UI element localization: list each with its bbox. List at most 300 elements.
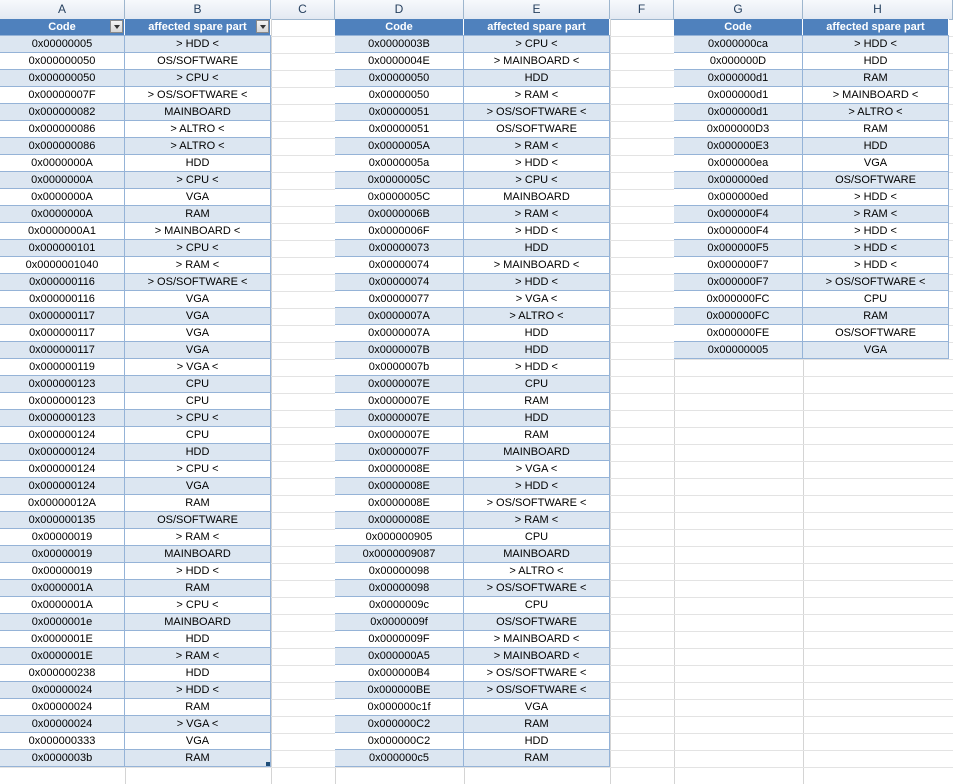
cell-spare-part[interactable]: RAM [125, 750, 271, 766]
column-header-e[interactable]: E [464, 0, 610, 19]
cell-spare-part[interactable]: > CPU < [125, 172, 271, 188]
cell-code[interactable]: 0x0000007b [335, 359, 464, 375]
cell-code[interactable]: 0x000000123 [0, 376, 125, 392]
cell-spare-part[interactable]: CPU [125, 376, 271, 392]
cell-spare-part[interactable]: CPU [464, 597, 610, 613]
table-row [674, 155, 949, 172]
table-row [335, 121, 610, 138]
cell-code[interactable]: 0x000000ed [674, 189, 803, 205]
cell-spare-part[interactable]: HDD [464, 342, 610, 358]
cell-code[interactable]: 0x0000005A [335, 138, 464, 154]
header-label: Code [724, 21, 752, 33]
table-row [335, 87, 610, 104]
cell-spare-part[interactable]: HDD [125, 444, 271, 460]
cell-spare-part[interactable]: > OS/SOFTWARE < [125, 274, 271, 290]
column-header-b[interactable]: B [125, 0, 271, 19]
cell-spare-part[interactable]: CPU [125, 393, 271, 409]
cell-code[interactable]: 0x000000E3 [674, 138, 803, 154]
table-row [0, 478, 271, 495]
cell-code[interactable]: 0x0000001e [0, 614, 125, 630]
table-row [674, 87, 949, 104]
cell-spare-part[interactable]: HDD [125, 665, 271, 681]
table-row [335, 461, 610, 478]
cell-spare-part[interactable]: VGA [125, 342, 271, 358]
cell-spare-part[interactable]: > MAINBOARD < [464, 53, 610, 69]
cell-code[interactable]: 0x0000005a [335, 155, 464, 171]
header-code[interactable] [0, 19, 125, 35]
cell-spare-part[interactable]: CPU [464, 376, 610, 392]
cell-spare-part[interactable]: RAM [464, 393, 610, 409]
cell-code[interactable]: 0x000000116 [0, 274, 125, 290]
table-1 [0, 19, 271, 767]
table-row [0, 733, 271, 750]
header-affected-spare-part[interactable] [803, 19, 949, 35]
cell-code[interactable]: 0x0000007E [335, 376, 464, 392]
cell-code[interactable]: 0x00000051 [335, 104, 464, 120]
cell-spare-part[interactable]: MAINBOARD [125, 546, 271, 562]
cell-spare-part[interactable]: > OS/SOFTWARE < [464, 104, 610, 120]
cell-spare-part[interactable]: HDD [464, 240, 610, 256]
cell-code[interactable]: 0x000000c5 [335, 750, 464, 766]
cell-code[interactable]: 0x000000F7 [674, 274, 803, 290]
cell-code[interactable]: 0x0000007F [335, 444, 464, 460]
table-row [335, 223, 610, 240]
table-row [674, 291, 949, 308]
table-row [335, 427, 610, 444]
header-code[interactable] [335, 19, 464, 35]
cell-code[interactable]: 0x0000008E [335, 512, 464, 528]
cell-code[interactable]: 0x0000009087 [335, 546, 464, 562]
table-row [0, 342, 271, 359]
table-row [674, 308, 949, 325]
table-row [0, 359, 271, 376]
cell-spare-part[interactable]: > OS/SOFTWARE < [464, 495, 610, 511]
cell-code[interactable]: 0x0000007A [335, 325, 464, 341]
table-row [335, 393, 610, 410]
cell-code[interactable]: 0x000000086 [0, 138, 125, 154]
cell-code[interactable]: 0x000000FC [674, 308, 803, 324]
cell-spare-part[interactable]: > VGA < [125, 716, 271, 732]
table-row [335, 257, 610, 274]
fill-handle[interactable] [266, 762, 270, 766]
cell-code[interactable]: 0x0000007E [335, 427, 464, 443]
cell-code[interactable]: 0x000000124 [0, 444, 125, 460]
cell-code[interactable]: 0x000000F4 [674, 206, 803, 222]
cell-code[interactable]: 0x0000000A1 [0, 223, 125, 239]
cell-spare-part[interactable]: RAM [125, 699, 271, 715]
table-row [0, 87, 271, 104]
cell-code[interactable]: 0x000000ca [674, 36, 803, 52]
cell-code[interactable]: 0x000000905 [335, 529, 464, 545]
cell-code[interactable]: 0x000000101 [0, 240, 125, 256]
table-row [335, 376, 610, 393]
cell-spare-part[interactable]: > VGA < [464, 461, 610, 477]
cell-spare-part[interactable]: > RAM < [464, 512, 610, 528]
cell-code[interactable]: 0x0000009f [335, 614, 464, 630]
cell-code[interactable]: 0x0000001040 [0, 257, 125, 273]
cell-spare-part[interactable]: > HDD < [803, 36, 949, 52]
table-2 [335, 19, 610, 767]
cell-spare-part[interactable]: CPU [464, 529, 610, 545]
cell-spare-part[interactable]: > ALTRO < [464, 563, 610, 579]
cell-code[interactable]: 0x000000F4 [674, 223, 803, 239]
cell-code[interactable]: 0x000000086 [0, 121, 125, 137]
cell-spare-part[interactable]: > MAINBOARD < [464, 648, 610, 664]
cell-spare-part[interactable]: > HDD < [125, 682, 271, 698]
table-row [335, 206, 610, 223]
table-row [0, 53, 271, 70]
cell-spare-part[interactable]: RAM [125, 206, 271, 222]
cell-spare-part[interactable]: RAM [464, 716, 610, 732]
table-row [674, 172, 949, 189]
table-row [0, 665, 271, 682]
cell-code[interactable]: 0x000000123 [0, 393, 125, 409]
cell-spare-part[interactable]: > VGA < [464, 291, 610, 307]
cell-spare-part[interactable]: VGA [464, 699, 610, 715]
table-row [335, 36, 610, 53]
cell-code[interactable]: 0x0000008E [335, 478, 464, 494]
table-row [335, 410, 610, 427]
cell-code[interactable]: 0x000000C2 [335, 733, 464, 749]
cell-code[interactable]: 0x000000A5 [335, 648, 464, 664]
cell-spare-part[interactable]: MAINBOARD [464, 189, 610, 205]
cell-spare-part[interactable]: > HDD < [803, 240, 949, 256]
table-row [0, 427, 271, 444]
cell-code[interactable]: 0x000000C2 [335, 716, 464, 732]
cell-code[interactable]: 0x000000FC [674, 291, 803, 307]
cell-spare-part[interactable]: > OS/SOFTWARE < [803, 274, 949, 290]
cell-spare-part[interactable]: > HDD < [803, 257, 949, 273]
table-row [0, 699, 271, 716]
cell-code[interactable]: 0x000000119 [0, 359, 125, 375]
table-row [0, 631, 271, 648]
column-header-f[interactable]: F [610, 0, 674, 19]
cell-code[interactable]: 0x000000082 [0, 104, 125, 120]
cell-code[interactable]: 0x0000001A [0, 580, 125, 596]
cell-spare-part[interactable]: > ALTRO < [464, 308, 610, 324]
column-header-d[interactable]: D [335, 0, 464, 19]
cell-code[interactable]: 0x00000007F [0, 87, 125, 103]
cell-spare-part[interactable]: > HDD < [464, 274, 610, 290]
filter-dropdown-icon[interactable] [110, 20, 123, 33]
cell-code[interactable]: 0x000000d1 [674, 104, 803, 120]
cell-code[interactable]: 0x0000003B [335, 36, 464, 52]
cell-spare-part[interactable]: > MAINBOARD < [464, 257, 610, 273]
table-row [674, 240, 949, 257]
cell-code[interactable]: 0x0000006F [335, 223, 464, 239]
cell-code[interactable]: 0x000000BE [335, 682, 464, 698]
cell-spare-part[interactable]: HDD [125, 155, 271, 171]
cell-spare-part[interactable]: > HDD < [464, 478, 610, 494]
cell-code[interactable]: 0x000000135 [0, 512, 125, 528]
header-affected-spare-part[interactable] [464, 19, 610, 35]
cell-spare-part[interactable]: > OS/SOFTWARE < [464, 580, 610, 596]
table-row [335, 359, 610, 376]
cell-code[interactable]: 0x000000238 [0, 665, 125, 681]
column-header-g[interactable]: G [674, 0, 803, 19]
table-row [674, 138, 949, 155]
table-row [0, 325, 271, 342]
cell-code[interactable]: 0x000000124 [0, 478, 125, 494]
table-row [335, 750, 610, 767]
cell-spare-part[interactable]: MAINBOARD [125, 104, 271, 120]
cell-spare-part[interactable]: > HDD < [464, 359, 610, 375]
cell-spare-part[interactable]: > CPU < [125, 461, 271, 477]
cell-code[interactable]: 0x0000005C [335, 189, 464, 205]
cell-code[interactable]: 0x00000024 [0, 682, 125, 698]
cell-code[interactable]: 0x000000117 [0, 342, 125, 358]
cell-code[interactable]: 0x00000074 [335, 257, 464, 273]
header-label: affected spare part [148, 21, 247, 33]
cell-code[interactable]: 0x00000074 [335, 274, 464, 290]
column-header-c[interactable]: C [271, 0, 335, 19]
cell-code[interactable]: 0x000000117 [0, 308, 125, 324]
cell-code[interactable]: 0x0000007E [335, 393, 464, 409]
cell-code[interactable]: 0x0000008E [335, 495, 464, 511]
cell-spare-part[interactable]: OS/SOFTWARE [803, 325, 949, 341]
cell-spare-part[interactable]: > RAM < [464, 138, 610, 154]
cell-code[interactable]: 0x0000006B [335, 206, 464, 222]
cell-code[interactable]: 0x00000050 [335, 87, 464, 103]
table-row [0, 614, 271, 631]
cell-spare-part[interactable]: > HDD < [125, 36, 271, 52]
cell-code[interactable]: 0x00000024 [0, 716, 125, 732]
cell-spare-part[interactable]: > CPU < [125, 70, 271, 86]
cell-spare-part[interactable]: OS/SOFTWARE [125, 53, 271, 69]
cell-code[interactable]: 0x0000009c [335, 597, 464, 613]
cell-spare-part[interactable]: HDD [464, 733, 610, 749]
cell-code[interactable]: 0x0000008E [335, 461, 464, 477]
cell-spare-part[interactable]: MAINBOARD [464, 546, 610, 562]
cell-spare-part[interactable]: HDD [464, 325, 610, 341]
column-header-h[interactable]: H [803, 0, 953, 19]
cell-spare-part[interactable]: RAM [464, 750, 610, 766]
table-row [335, 631, 610, 648]
table-row [335, 274, 610, 291]
filter-dropdown-icon[interactable] [256, 20, 269, 33]
cell-code[interactable]: 0x0000007E [335, 410, 464, 426]
cell-code[interactable]: 0x0000001E [0, 648, 125, 664]
cell-spare-part[interactable]: > MAINBOARD < [803, 87, 949, 103]
table-row [335, 682, 610, 699]
table-row [0, 206, 271, 223]
cell-code[interactable]: 0x00000005 [674, 342, 803, 358]
table-row [674, 257, 949, 274]
table-row [0, 308, 271, 325]
cell-code[interactable]: 0x000000333 [0, 733, 125, 749]
cell-code[interactable]: 0x000000ea [674, 155, 803, 171]
cell-code[interactable]: 0x000000123 [0, 410, 125, 426]
cell-spare-part[interactable]: VGA [125, 733, 271, 749]
gridline-vertical [610, 19, 611, 784]
cell-spare-part[interactable]: RAM [803, 70, 949, 86]
cell-spare-part[interactable]: HDD [803, 53, 949, 69]
cell-spare-part[interactable]: > RAM < [464, 206, 610, 222]
cell-code[interactable]: 0x00000051 [335, 121, 464, 137]
table-row [674, 189, 949, 206]
table-row [0, 172, 271, 189]
table-row [0, 461, 271, 478]
cell-code[interactable]: 0x000000050 [0, 53, 125, 69]
cell-spare-part[interactable]: VGA [125, 291, 271, 307]
cell-spare-part[interactable]: HDD [125, 631, 271, 647]
cell-code[interactable]: 0x000000d1 [674, 70, 803, 86]
table-row [674, 70, 949, 87]
cell-code[interactable]: 0x00000098 [335, 580, 464, 596]
cell-spare-part[interactable]: VGA [125, 308, 271, 324]
cell-code[interactable]: 0x00000073 [335, 240, 464, 256]
cell-code[interactable]: 0x000000d1 [674, 87, 803, 103]
cell-code[interactable]: 0x0000000A [0, 189, 125, 205]
cell-code[interactable]: 0x0000009F [335, 631, 464, 647]
table-row [335, 342, 610, 359]
table-row [674, 342, 949, 359]
cell-spare-part[interactable]: > MAINBOARD < [464, 631, 610, 647]
cell-code[interactable]: 0x0000000A [0, 172, 125, 188]
header-code[interactable] [674, 19, 803, 35]
cell-spare-part[interactable]: RAM [464, 427, 610, 443]
cell-code[interactable]: 0x000000116 [0, 291, 125, 307]
cell-spare-part[interactable]: > RAM < [803, 206, 949, 222]
table-row [335, 478, 610, 495]
cell-code[interactable]: 0x0000007A [335, 308, 464, 324]
cell-spare-part[interactable]: > HDD < [125, 563, 271, 579]
cell-spare-part[interactable]: MAINBOARD [125, 614, 271, 630]
table-row [335, 155, 610, 172]
cell-spare-part[interactable]: HDD [464, 410, 610, 426]
cell-spare-part[interactable]: > HDD < [803, 223, 949, 239]
cell-spare-part[interactable]: VGA [803, 155, 949, 171]
table-row [674, 53, 949, 70]
table-row [335, 104, 610, 121]
cell-code[interactable]: 0x000000117 [0, 325, 125, 341]
cell-code[interactable]: 0x00000098 [335, 563, 464, 579]
cell-spare-part[interactable]: > HDD < [464, 155, 610, 171]
cell-spare-part[interactable]: VGA [125, 478, 271, 494]
table-row [674, 325, 949, 342]
cell-spare-part[interactable]: > OS/SOFTWARE < [464, 665, 610, 681]
cell-spare-part[interactable]: > RAM < [464, 87, 610, 103]
cell-code[interactable]: 0x00000005 [0, 36, 125, 52]
cell-spare-part[interactable]: > ALTRO < [803, 104, 949, 120]
cell-spare-part[interactable]: RAM [125, 580, 271, 596]
cell-spare-part[interactable]: > HDD < [803, 189, 949, 205]
cell-spare-part[interactable]: CPU [125, 427, 271, 443]
cell-spare-part[interactable]: VGA [803, 342, 949, 358]
cell-code[interactable]: 0x00000019 [0, 546, 125, 562]
table-header-row [0, 19, 271, 36]
table-row [0, 376, 271, 393]
cell-spare-part[interactable]: > OS/SOFTWARE < [464, 682, 610, 698]
header-label: Code [385, 21, 413, 33]
cell-code[interactable]: 0x000000124 [0, 427, 125, 443]
cell-code[interactable]: 0x00000024 [0, 699, 125, 715]
cell-code[interactable]: 0x000000124 [0, 461, 125, 477]
cell-spare-part[interactable]: VGA [125, 189, 271, 205]
table-row [335, 733, 610, 750]
cell-code[interactable]: 0x00000012A [0, 495, 125, 511]
cell-code[interactable]: 0x0000001A [0, 597, 125, 613]
table-row [335, 138, 610, 155]
cell-spare-part[interactable]: OS/SOFTWARE [803, 172, 949, 188]
cell-spare-part[interactable]: > VGA < [125, 359, 271, 375]
table-row [335, 325, 610, 342]
cell-code[interactable]: 0x000000F5 [674, 240, 803, 256]
table-row [0, 580, 271, 597]
table-row [0, 750, 271, 767]
cell-code[interactable]: 0x000000050 [0, 70, 125, 86]
cell-spare-part[interactable]: > MAINBOARD < [125, 223, 271, 239]
table-row [0, 529, 271, 546]
table-row [335, 512, 610, 529]
cell-spare-part[interactable]: > CPU < [125, 597, 271, 613]
cell-code[interactable]: 0x000000ed [674, 172, 803, 188]
cell-code[interactable]: 0x0000005C [335, 172, 464, 188]
cell-code[interactable]: 0x000000B4 [335, 665, 464, 681]
table-header-row [335, 19, 610, 36]
cell-spare-part[interactable]: > RAM < [125, 257, 271, 273]
cell-code[interactable]: 0x000000c1f [335, 699, 464, 715]
cell-spare-part[interactable]: RAM [125, 495, 271, 511]
column-header-a[interactable]: A [0, 0, 125, 19]
cell-spare-part[interactable]: > CPU < [464, 36, 610, 52]
cell-spare-part[interactable]: HDD [803, 138, 949, 154]
table-row [335, 699, 610, 716]
cell-spare-part[interactable]: RAM [803, 308, 949, 324]
cell-spare-part[interactable]: MAINBOARD [464, 444, 610, 460]
table-row [0, 104, 271, 121]
cell-spare-part[interactable]: > HDD < [464, 223, 610, 239]
table-row [335, 614, 610, 631]
cell-code[interactable]: 0x00000077 [335, 291, 464, 307]
cell-code[interactable]: 0x00000050 [335, 70, 464, 86]
cell-spare-part[interactable]: OS/SOFTWARE [125, 512, 271, 528]
table-row [0, 512, 271, 529]
cell-code[interactable]: 0x00000019 [0, 563, 125, 579]
cell-spare-part[interactable]: RAM [803, 121, 949, 137]
cell-code[interactable]: 0x0000001E [0, 631, 125, 647]
cell-code[interactable]: 0x0000003b [0, 750, 125, 766]
table-row [0, 257, 271, 274]
cell-spare-part[interactable]: > ALTRO < [125, 138, 271, 154]
cell-spare-part[interactable]: > RAM < [125, 529, 271, 545]
cell-code[interactable]: 0x000000F7 [674, 257, 803, 273]
cell-spare-part[interactable]: > RAM < [125, 648, 271, 664]
cell-code[interactable]: 0x000000FE [674, 325, 803, 341]
header-affected-spare-part[interactable] [125, 19, 271, 35]
cell-spare-part[interactable]: > CPU < [125, 410, 271, 426]
cell-code[interactable]: 0x0000004E [335, 53, 464, 69]
cell-code[interactable]: 0x000000D [674, 53, 803, 69]
cell-spare-part[interactable]: HDD [464, 70, 610, 86]
cell-spare-part[interactable]: > ALTRO < [125, 121, 271, 137]
cell-spare-part[interactable]: CPU [803, 291, 949, 307]
cell-spare-part[interactable]: > CPU < [464, 172, 610, 188]
cell-code[interactable]: 0x0000000A [0, 206, 125, 222]
cell-spare-part[interactable]: OS/SOFTWARE [464, 121, 610, 137]
cell-spare-part[interactable]: > OS/SOFTWARE < [125, 87, 271, 103]
cell-code[interactable]: 0x000000D3 [674, 121, 803, 137]
cell-spare-part[interactable]: VGA [125, 325, 271, 341]
cell-spare-part[interactable]: OS/SOFTWARE [464, 614, 610, 630]
cell-spare-part[interactable]: > CPU < [125, 240, 271, 256]
table-row [0, 274, 271, 291]
cell-code[interactable]: 0x00000019 [0, 529, 125, 545]
cell-code[interactable]: 0x0000007B [335, 342, 464, 358]
table-row [0, 70, 271, 87]
cell-code[interactable]: 0x0000000A [0, 155, 125, 171]
header-label: Code [48, 21, 76, 33]
